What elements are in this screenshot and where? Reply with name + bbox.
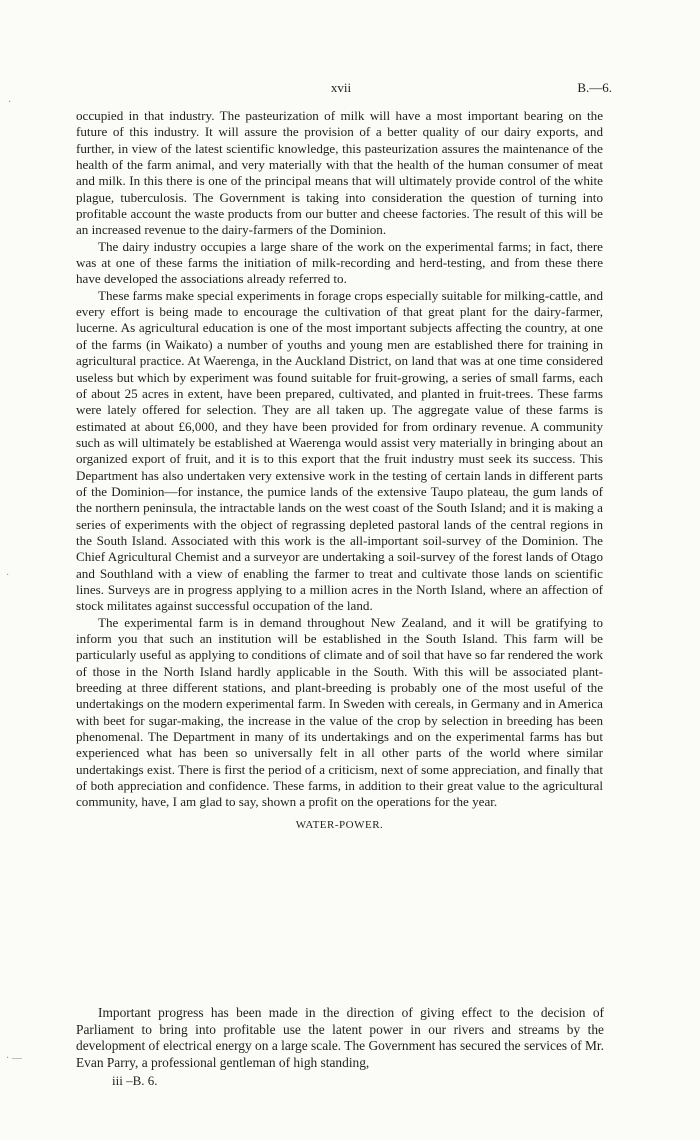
margin-mark: · —: [6, 1053, 22, 1064]
page-number: xvii: [330, 80, 352, 95]
water-power-section: [76, 1005, 604, 1071]
paragraph-south-island-farm: The experimental farm is in demand throughout New Zealand, and it will be gratifying to inform you that such an institution will be established in the South Island. This farm will be particularly useful as applying to conditions of climate and of soil that have so far rendered the work of those in the North Island hardly applicable in the South. With this will be associated plant-breeding at three different stations, and plant-breeding is probably one of the most useful of the undertakings on the modern experimental farm. In Sweden with cereals, in Germany and in America with beet for sugar-making, the increase in the value of the crop by selection in breeding has been phenomenal. The Department in many of its undertakings and on the experimental farms has but experienced what has been so universally felt in all other parts of the world where similar undertakings exist. There is first the period of a criticism, next of some appreciation, and finally that of both appreciation and confidence. These farms, in addition to their great value to the agricultural community, have, I am glad to say, shown a profit on the operations for the year.: [76, 614, 603, 810]
document-reference: B.—6.: [577, 80, 612, 95]
paragraph-dairy-pasteurization: occupied in that industry. The pasteurization of milk will have a most important bearing on the future of this industry. It will assure the provision of a better quality of our dairy exports, and further, in view of the latest scientific knowledge, this pasteurization assures the maintenance of the health of the farm animal, and very materially with that the health of the human consumer of meat and milk. In this there is one of the principal means that will ultimately provide control of the white plague, tuberculosis. The Government is taking into consideration the question of turning into profitable account the waste products from our butter and cheese factories. The result of this will be an increased revenue to the dairy-farmers of the Dominion.: [76, 108, 603, 238]
paragraph-experimental-farms: These farms make special experiments in forage crops especially suitable for milking-cattle, and every effort is being made to encourage the cultivation of that great plant for the dairy-farmer, lucerne. As agricultural education is one of the most important subjects affecting the country, at one of the farms (in Waikato) a number of youths and young men are established there for training in agricultural practice. At Waerenga, in the Auckland District, on land that was at one time considered useless but which by experiment was found suitable for fruit-growing, a series of small farms, each of about 25 acres in extent, have been prepared, cultivated, and planted in fruit-trees. These farms were lately offered for selection. They are all taken up. The aggregate value of these farms is estimated at about £6,000, and they have been provided for from ordinary revenue. A community such as will ultimately be established at Waerenga would assist very materially in bringing about an organized export of fruit, and it is to this export that the fruit industry must seek its success. This Department has also undertaken very extensive work in the testing of certain lands in different parts of the Dominion—for instance, the pumice lands of the extensive Taupo plateau, the gum lands of the northern peninsula, the intractable lands on the west coast of the South Island; and it is making a series of experiments with the object of regrassing depleted pastoral lands of the central regions in the South Island. Associated with this work is the all-important soil-survey of the Dominion. The Chief Agricultural Chemist and a surveyor are undertaking a soil-survey of the forest lands of Otago and Southland with a view of enabling the farmer to treat and cultivate those lands on scientific lines. Surveys are in progress applying to a million acres in the North Island, where an affection of stock militates against successful occupation of the land.: [76, 287, 604, 614]
paragraph-water-power: Important progress has been made in the direction of giving effect to the decision of Parliament to bring into profitable use the latent power in our rivers and streams by the development of electrical energy on a large scale. The Government has secured the services of Mr. Evan Parry, a professional gentleman of high standing,: [76, 1005, 604, 1070]
page-header: [74, 80, 612, 98]
section-heading-water-power: WATER-POWER.: [295, 818, 384, 831]
body-text: [76, 108, 603, 834]
margin-mark: ·: [8, 97, 12, 108]
paragraph-dairy-farms: The dairy industry occupies a large share of the work on the experimental farms; in fact, there was at one of these farms the initiation of milk-recording and herd-testing, and from these there have developed the associations already referred to.: [76, 238, 603, 287]
page-signature: iii –B. 6.: [112, 1073, 158, 1088]
margin-mark: ·: [6, 570, 10, 581]
